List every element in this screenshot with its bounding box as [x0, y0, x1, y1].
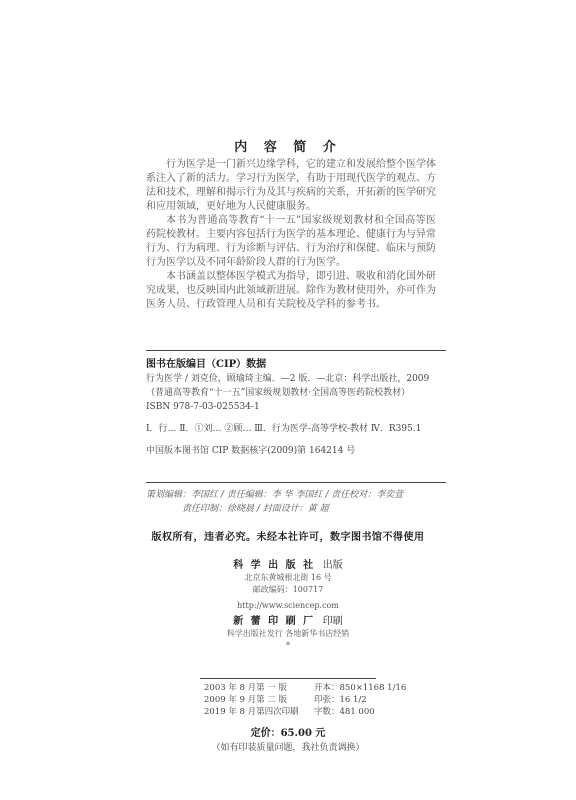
publisher-postcode: 邮政编码：100717	[252, 585, 324, 594]
staff-line: 策划编辑：李国红 / 责任编辑：李 华 李国红 / 责任校对：李奕萱	[146, 490, 404, 500]
edition-info: 2019 年 8 月第四次印刷	[204, 707, 299, 717]
printing-row	[204, 694, 434, 706]
rights-notice: 版权所有，违者必究。未经本社许可，数字图书馆不得使用	[151, 532, 425, 543]
cip-block	[146, 358, 466, 458]
publisher-action: 出版	[322, 560, 343, 571]
summary-title: 内 容 简 介	[234, 140, 342, 155]
summary-body	[146, 158, 436, 312]
publisher-address: 北京东黄城根北街 16 号	[244, 573, 332, 582]
summary-paragraph: 本书涵盖以整体医学模式为指导，即引进、吸收和消化国外研究成果，也反映国内此领域新进展。除作为教材使用外，亦可作为医务人员、行政管理人员和有关院校及学科的参考书。	[146, 271, 436, 310]
cip-heading: 图书在版编目（CIP）数据	[146, 359, 267, 370]
cip-isbn: ISBN 978-7-03-025534-1	[146, 402, 260, 412]
cip-record: 中国版本图书馆 CIP 数据核字(2009)第 164214 号	[146, 446, 356, 456]
cip-line: （普通高等教育“十一五”国家级规划教材·全国高等医药院校教材）	[146, 388, 411, 398]
format-info: 字数：481 000	[314, 707, 375, 717]
printing-info	[204, 682, 434, 718]
format-info: 印张：16 1/2	[314, 695, 367, 705]
distribution: 科学出版社发行 各地新华书店经销	[226, 629, 350, 638]
staff-line: 责任印制：徐晓晨 / 封面设计：黄 超	[182, 504, 329, 514]
divider	[146, 350, 446, 351]
publisher-block	[0, 560, 576, 652]
printer-action: 印刷	[322, 616, 343, 627]
separator-mark: *	[286, 641, 290, 650]
cip-line: 行为医学 / 刘克俭，顾瑜琦主编．—2 版．—北京：科学出版社，2009	[146, 374, 430, 384]
printing-row	[204, 706, 434, 718]
publisher-name: 科 学 出 版 社	[233, 560, 316, 571]
quality-notice: （如有印装质量问题，我社负责调换）	[211, 743, 365, 753]
staff-credits	[146, 488, 446, 516]
printer-name: 新 蕾 印 刷 厂	[233, 616, 316, 627]
cip-classification: Ⅰ．行… Ⅱ．①刘… ②顾… Ⅲ．行为医学-高等学校-教材 Ⅳ．R395.1	[146, 424, 422, 434]
divider	[146, 482, 446, 483]
edition-info: 2009 年 9 月第 二 版	[204, 695, 288, 705]
price: 定价：65.00 元	[250, 728, 326, 739]
summary-paragraph: 行为医学是一门新兴边缘学科，它的建立和发展给整个医学体系注入了新的活力。学习行为医学，有助于用现代医学的观点、方法和技术，理解和揭示行为及其与疾病的关系，开拓新的医学研究和应用领域，更好地为人民健康服务。	[146, 159, 436, 212]
format-info: 开本：850×1168 1/16	[314, 683, 407, 693]
summary-paragraph: 本书为普通高等教育“十一五”国家级规划教材和全国高等医药院校教材。主要内容包括行为医学的基本理论、健康行为与异常行为、行为病理、行为诊断与评估、行为治疗和保健、临床与预防行为医学以及不同年龄阶段人群的行为医学。	[146, 215, 436, 268]
publisher-website: http://www.sciencep.com	[237, 601, 339, 610]
edition-info: 2003 年 8 月第 一 版	[204, 683, 288, 693]
printing-row	[204, 682, 434, 694]
divider	[200, 678, 376, 679]
